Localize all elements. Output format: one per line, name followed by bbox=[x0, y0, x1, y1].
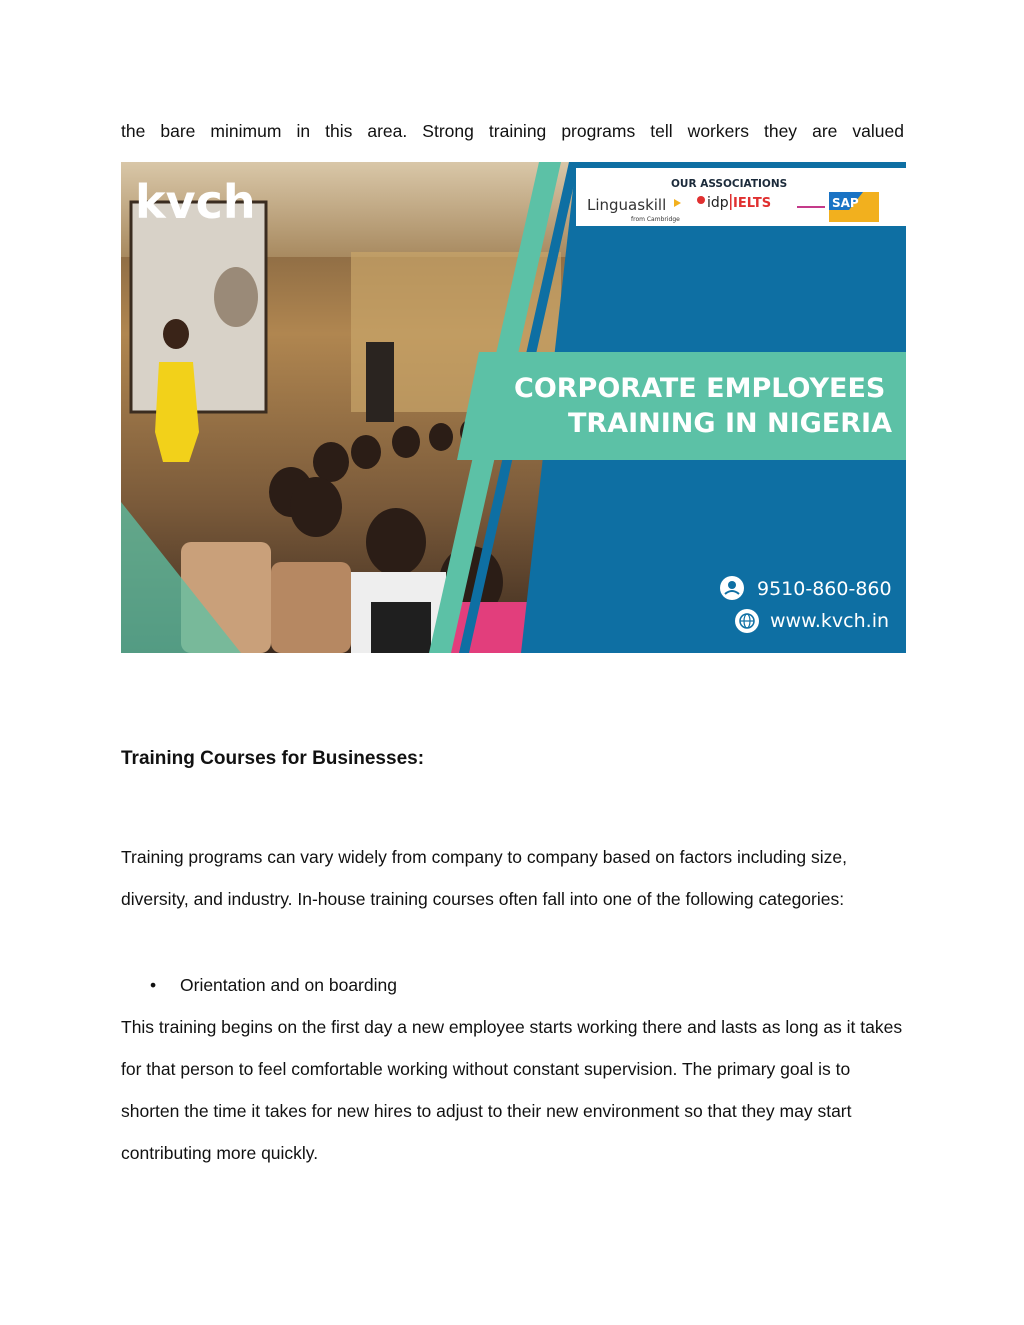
intro-text: the bare minimum in this area. Strong training programs tell workers they are valued bbox=[121, 121, 904, 141]
headline-line-1: CORPORATE EMPLOYEES bbox=[514, 373, 886, 404]
paragraph-training-programs: Training programs can vary widely from company to company based on factors including size, diversity, and industry. In-house training courses often fall into one of the following categories: bbox=[121, 847, 847, 909]
website-url: www.kvch.in bbox=[770, 610, 890, 632]
kvch-logo: kvch bbox=[135, 175, 256, 229]
partner-idp: idp bbox=[707, 195, 729, 211]
paragraph-orientation: This training begins on the first day a new employee starts working there and lasts as long as it takes for that person to feel comfortable working without constant supervision. The primary goal is to shorten the time it takes for new hires to adjust to their new environment so that they may start contributing more quickly. bbox=[121, 1017, 903, 1163]
bullet-list-item bbox=[150, 964, 397, 1006]
associations-label: OUR ASSOCIATIONS bbox=[671, 178, 788, 190]
phone-number: 9510-860-860 bbox=[757, 578, 892, 600]
bullet-icon: • bbox=[150, 975, 157, 995]
section-heading: Training Courses for Businesses: bbox=[121, 748, 425, 769]
partner-sap: SAP bbox=[832, 196, 859, 210]
partner-linguaskill: Linguaskill bbox=[587, 196, 667, 214]
headline-line-2: TRAINING IN NIGERIA bbox=[568, 408, 892, 439]
bullet-text: Orientation and on boarding bbox=[180, 975, 397, 995]
partner-ielts: IELTS bbox=[733, 196, 772, 211]
partner-linguaskill-sub: from Cambridge bbox=[631, 216, 680, 223]
banner-image bbox=[121, 162, 906, 653]
